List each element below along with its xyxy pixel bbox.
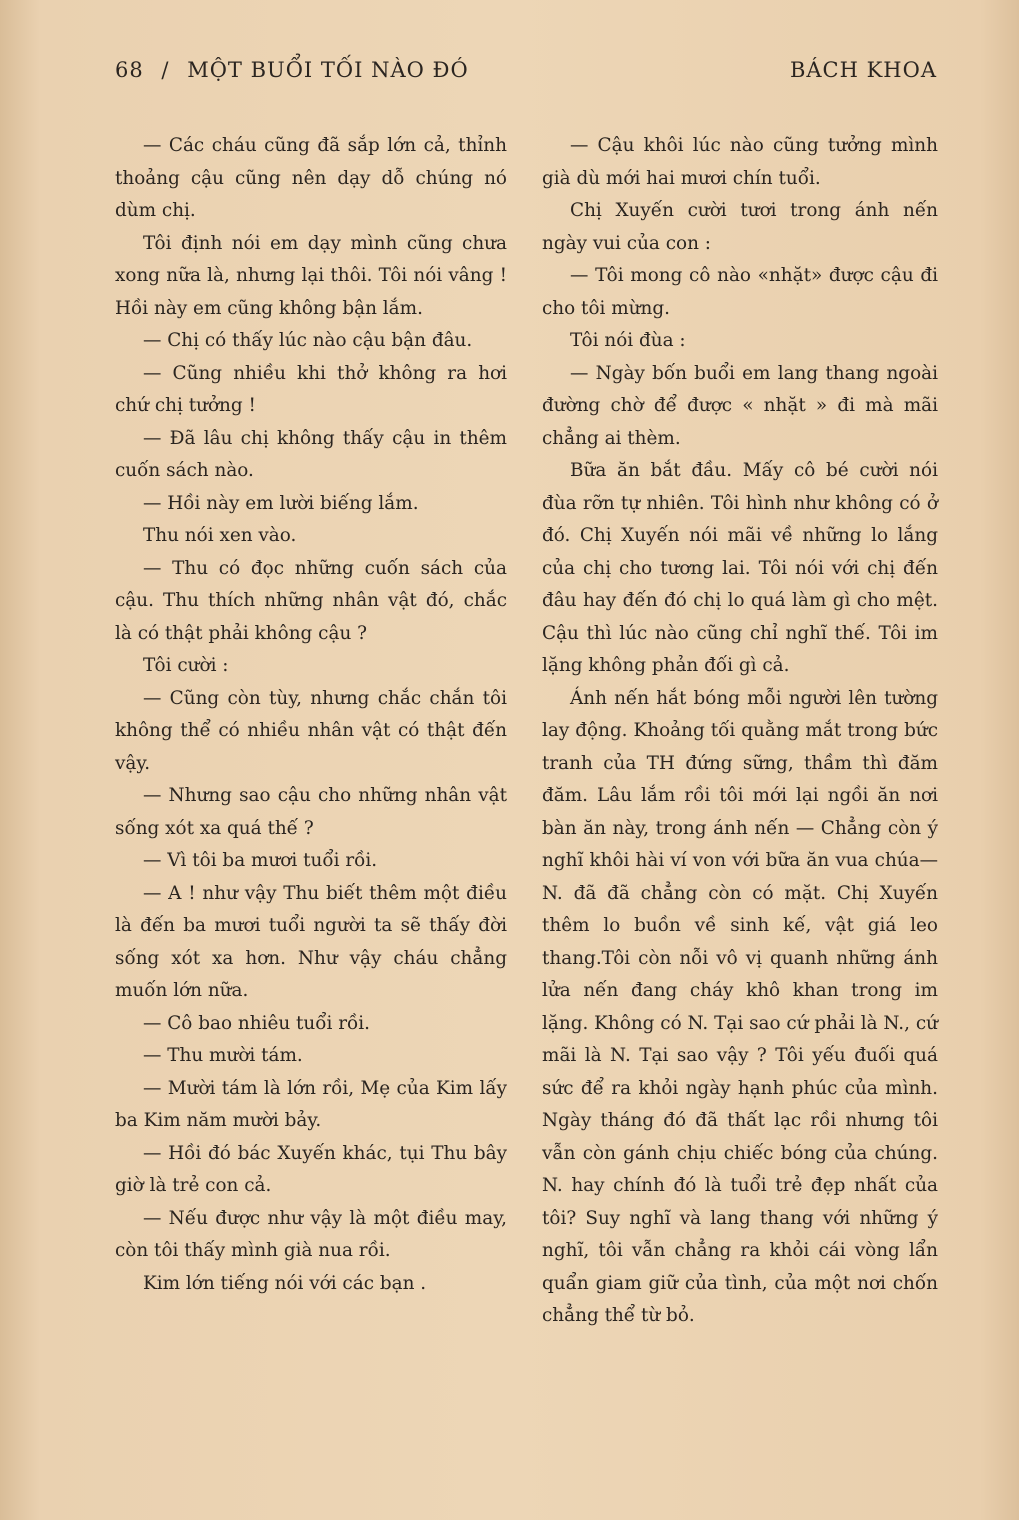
paragraph: Tôi định nói em dạy mình cũng chưa xong nữa là, nhưng lại thôi. Tôi nói vâng ! Hồi này em cũng không bận lắm. (115, 232, 507, 319)
paragraph: — Nhưng sao cậu cho những nhân vật sống xót xa quá thế ? (115, 785, 507, 839)
paragraph: — Nếu được như vậy là một điều may, còn tôi thấy mình già nua rồi. (115, 1207, 507, 1261)
header-separator: / (161, 58, 170, 82)
header-left (115, 58, 469, 82)
paragraph: — A ! như vậy Thu biết thêm một điều là đến ba mươi tuổi người ta sẽ thấy đời sống xót xa hơn. Như vậy cháu chẳng muốn lớn nữa. (115, 882, 507, 1001)
paragraph: Kim lớn tiếng nói với các bạn . (143, 1272, 427, 1294)
article-title: MỘT BUỔI TỐI NÀO ĐÓ (187, 58, 469, 82)
paragraph: Thu nói xen vào. (143, 525, 297, 546)
paragraph: — Hồi đó bác Xuyến khác, tụi Thu bây giờ là trẻ con cả. (115, 1142, 507, 1196)
paragraph: — Ngày bốn buổi em lang thang ngoài đường chờ để được « nhặt » đi mà mãi chẳng ai thèm. (542, 362, 938, 449)
magazine-name: BÁCH KHOA (789, 58, 937, 82)
paragraph: — Các cháu cũng đã sắp lớn cả, thỉnh thoảng cậu cũng nên dạy dỗ chúng nó dùm chị. (115, 135, 507, 221)
paragraph: Chị Xuyến cười tươi trong ánh nến ngày vui của con : (542, 200, 938, 254)
paragraph: Tôi nói đùa : (570, 330, 686, 351)
paragraph: — Mười tám là lớn rồi, Mẹ của Kim lấy ba Kim năm mười bảy. (115, 1077, 507, 1131)
paragraph: Bữa ăn bắt đầu. Mấy cô bé cười nói đùa rỡn tự nhiên. Tôi hình như không có ở đó. Chị Xuyến nói mãi về những lo lắng của chị cho tương lai. Tôi nói với chị đến đâu hay đến đó chị lo quá làm gì cho mệt. Cậu thì lúc nào cũng chỉ nghĩ thế. Tôi im lặng không phản đối gì cả. (542, 460, 938, 676)
paragraph: — Vì tôi ba mươi tuổi rồi. (143, 850, 378, 871)
paragraph: — Thu mười tám. (143, 1045, 303, 1066)
paragraph: Tôi cười : (143, 655, 229, 676)
right-column (542, 130, 938, 1333)
paragraph: — Cô bao nhiêu tuổi rồi. (143, 1012, 371, 1034)
page-header (115, 58, 937, 92)
left-column (115, 130, 507, 1300)
paragraph: — Tôi mong cô nào «nhặt» được cậu đi cho tôi mừng. (542, 265, 938, 319)
paragraph: — Cũng nhiều khi thở không ra hơi chứ chị tưởng ! (115, 362, 507, 416)
page-number: 68 (115, 58, 144, 82)
paragraph: Ánh nến hắt bóng mỗi người lên tường lay động. Khoảng tối quằng mắt trong bức tranh của TH đứng sững, thầm thì đăm đăm. Lâu lắm rồi tôi mới lại ngồi ăn nơi bàn ăn này, trong ánh nến — Chẳng còn ý nghĩ khôi hài ví von với bữa ăn vua chúa—N. đã đã chẳng còn có mặt. Chị Xuyến thêm lo buồn về sinh kế, vật giá leo thang.Tôi còn nỗi vô vị quanh những ánh lửa nến đang cháy khô khan trong im lặng. Không có N. Tại sao cứ phải là N., cứ mãi là N. Tại sao vậy ? Tôi yếu đuối quá sức để ra khỏi ngày hạnh phúc của mình. Ngày tháng đó đã thất lạc rồi nhưng tôi vẫn còn gánh chịu chiếc bóng của chúng. N. hay chính đó là tuổi trẻ đẹp nhất của tôi? Suy nghĩ và lang thang với những ý nghĩ, tôi vẫn chẳng ra khỏi cái vòng lẩn quẩn giam giữ của tình, của một nơi chốn chẳng thể từ bỏ. (542, 687, 938, 1326)
paragraph: — Hồi này em lười biếng lắm. (143, 492, 419, 514)
paragraph: — Chị có thấy lúc nào cậu bận đâu. (143, 330, 473, 351)
paragraph: — Cậu khôi lúc nào cũng tưởng mình già dù mới hai mươi chín tuổi. (542, 135, 938, 189)
paragraph: — Đã lâu chị không thấy cậu in thêm cuốn sách nào. (115, 427, 507, 481)
paragraph: — Thu có đọc những cuốn sách của cậu. Thu thích những nhân vật đó, chắc là có thật phải không cậu ? (115, 557, 507, 644)
paragraph: — Cũng còn tùy, nhưng chắc chắn tôi không thể có nhiều nhân vật có thật đến vậy. (115, 687, 507, 774)
